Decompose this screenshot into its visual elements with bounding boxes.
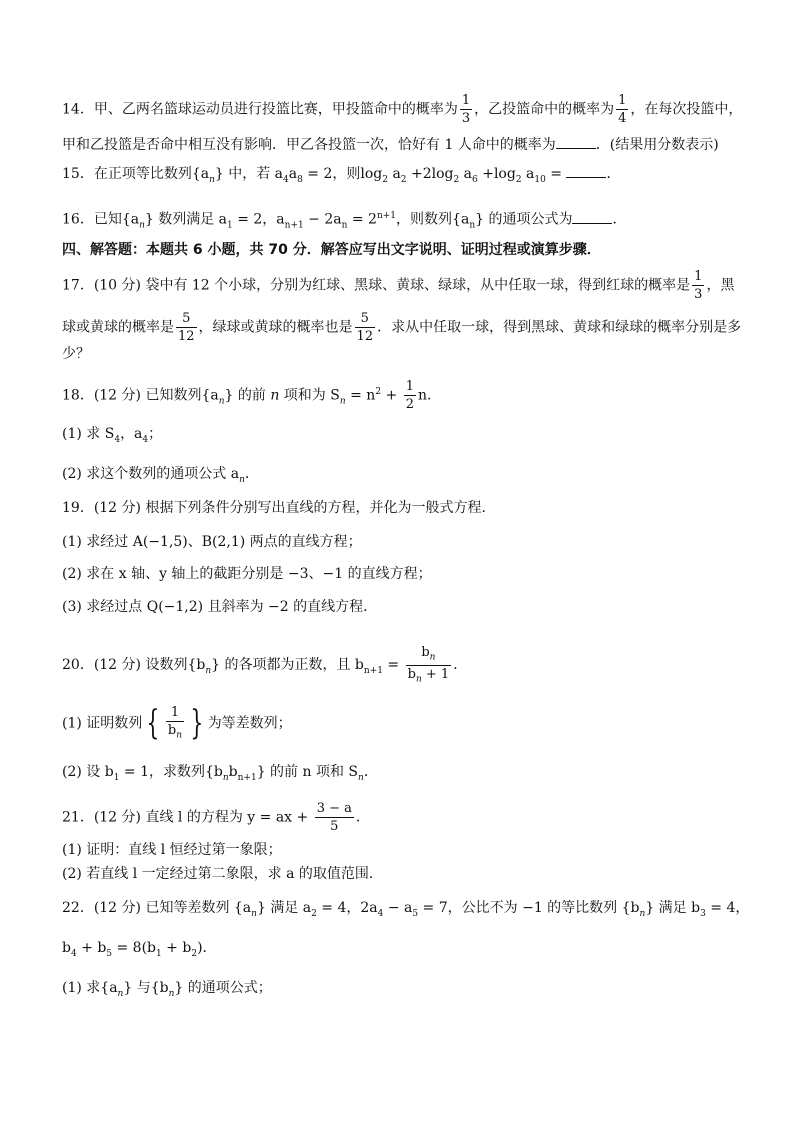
right-brace-icon: }	[190, 703, 204, 744]
q17-fraction-1	[692, 270, 704, 301]
q20-p1-num: 1	[166, 706, 184, 722]
q22-t7: = 4，	[705, 900, 750, 916]
q17-line1	[62, 270, 734, 301]
q20-p1-den-b: b	[167, 723, 177, 738]
q14-line2	[62, 134, 719, 155]
q22-p1-t3: } 的通项公式；	[174, 980, 272, 996]
q22-t2: } 满足 a	[256, 900, 312, 916]
q14-answer-blank[interactable]	[556, 134, 596, 149]
q17-t1: 17．(10 分) 袋中有 12 个小球，分别为红球、黑球、黄球、绿球，从中任取一球，得到红球的概率是	[62, 277, 691, 294]
q14-f2-den: 4	[618, 111, 627, 126]
q17-fraction-3	[355, 312, 376, 343]
q15-t8: +log	[477, 166, 516, 182]
q18-p1-t2: ，a	[120, 426, 143, 442]
q16-line: 16．已知$\{a_n\}$ 数列满足 $a_1 = 2$，$a_{n+1} - 2a_n = 2^{n+1}$，则数列$\{a_n\}$ 的通项公式为 ．	[62, 206, 626, 235]
q19-part3: (3) 求经过点 Q(−1,2) 且斜率为 −2 的直线方程．	[62, 599, 378, 615]
q22-p1-t2: } 与{b	[123, 980, 169, 996]
q19-part1: (1) 求经过 A(−1,5)、B(2,1) 两点的直线方程；	[62, 534, 362, 550]
q20-f-den-plus: + 1	[421, 666, 450, 682]
q18-p1-t3: ；	[148, 426, 163, 442]
q17-f1-num: 1	[694, 269, 703, 284]
q18-part1: (1) 求 $S_4$，$a_4$；	[62, 426, 163, 445]
q20-t3: =	[382, 657, 404, 674]
q14-fraction-1	[460, 94, 472, 125]
q20-p1-t2: 为等差数列；	[207, 715, 292, 732]
left-brace-icon: {	[146, 703, 160, 744]
q17-t4: ，绿球或黄球的概率也是	[198, 319, 353, 336]
q20-p2-t2: = 1，求数列{b	[119, 764, 223, 780]
q19-line1: 19．(12 分) 根据下列条件分别写出直线的方程，并化为一般式方程．	[62, 500, 496, 516]
q18-p2-t2: ．	[244, 466, 259, 482]
q16-t5: = 2	[347, 211, 377, 228]
q20-p1-den: $b_n$	[167, 723, 183, 741]
q16-t8: ．	[612, 211, 627, 228]
q20-f-den-b: b	[407, 666, 416, 682]
q18-line1: 18．(12 分) 已知数列$\{a_n\}$ 的前 n 项和为 $S_n = n^2$ + $\frac{1}{2}$ n．	[62, 379, 441, 412]
q15-line: 15．在正项等比数列$\{a_n\}$ 中，若 $a_4a_8 = 2$，则$\log_2 a_2 +2\log_2$ $a_6 +\log_2$ $a_{10}$ = ．	[62, 163, 620, 190]
q15-t3: a	[288, 166, 298, 182]
q21-line1	[62, 802, 370, 833]
q20-f-den: $b_n + 1$	[407, 666, 450, 685]
q17-fraction-2	[176, 312, 197, 343]
q20-t2: } 的各项都为正数，且 b	[211, 657, 364, 674]
q16-answer-blank[interactable]	[572, 209, 612, 224]
q20-p1-t1: (1) 证明数列	[62, 715, 143, 732]
q21-t1: 21．(12 分) 直线 l 的方程为 y = ax +	[62, 809, 313, 826]
q17-t3: 球或黄球的概率是	[62, 319, 174, 336]
q17-line2	[62, 312, 741, 343]
q22-t4: − a	[383, 900, 413, 916]
q20-part1	[62, 703, 292, 744]
q16-t7: } 的通项公式为	[475, 211, 573, 228]
q17-f3-den: 12	[356, 329, 374, 344]
q22-t1: 22．(12 分) 已知等差数列 {a	[62, 900, 252, 916]
q20-part2: (2) 设 $b_1 = 1$，求数列$\{b_nb_{n+1}\}$ 的前 n 项和 $S_n$．	[62, 764, 378, 783]
q17-line3: 少？	[62, 346, 90, 362]
q18-t6: n．	[417, 387, 441, 404]
q21-f-den: 5	[330, 819, 339, 834]
q16-t2: } 数列满足 a	[144, 211, 228, 228]
q14-f2-num: 1	[618, 93, 627, 108]
q16-t6: ，则数列{a	[396, 211, 470, 228]
q14-line2-text: 甲和乙投篮是否命中相互没有影响．甲乙各投篮一次，恰好有 1 人命中的概率为	[62, 137, 556, 153]
q17-t5: ．求从中任取一球，得到黑球、黄球和绿球的概率分别是多	[377, 319, 742, 336]
q14-text-2: ，乙投篮命中的概率为	[474, 101, 615, 118]
q18-t2: } 的前	[224, 387, 271, 404]
q22-line1: 22．(12 分) 已知等差数列 $\{a_n\}$ 满足 $a_2 = 4$，$2a_4 - a_5 = 7$，公比不为 −1 的等比数列 $\{b_n\}$ 满足 $b_3 = 4$，	[62, 900, 750, 919]
q21-part1: (1) 证明：直线 l 恒经过第一象限；	[62, 842, 282, 858]
q20-p2-t5: ．	[363, 764, 378, 780]
q16-t1: 16．已知{a	[62, 211, 140, 228]
q20-f-num: $b_n$	[406, 646, 452, 666]
q21-fraction	[315, 802, 354, 833]
q15-t9: a	[521, 166, 535, 182]
q18-f-num: 1	[405, 379, 414, 394]
q15-answer-blank[interactable]	[566, 163, 606, 178]
q15-t1: 15．在正项等比数列{a	[62, 166, 210, 182]
q22-l2-t5: )．	[197, 940, 217, 956]
q14-text: 14．甲、乙两名篮球运动员进行投篮比赛，甲投篮命中的概率为	[62, 101, 458, 118]
q22-l2-t1: b	[62, 940, 71, 956]
q14-f1-den: 3	[461, 111, 471, 126]
q18-f-den: 2	[405, 397, 414, 412]
q22-line2: $b_4 + b_5 = 8(b_1 + b_2)$．	[62, 940, 217, 959]
q20-p1-fraction	[166, 706, 184, 741]
q21-f-num: 3 − a	[316, 801, 352, 816]
q14-text-3: ，在每次投篮中，	[630, 101, 743, 118]
q20-f-num-b: b	[421, 645, 430, 660]
q20-p2-t3: b	[228, 764, 238, 780]
q14-fraction-2	[616, 94, 628, 125]
q17-f2-num: 5	[176, 312, 197, 328]
q15-t6: +2log	[406, 166, 454, 182]
q18-p2-t1: (2) 求这个数列的通项公式 a	[62, 466, 240, 482]
q20-fraction	[406, 646, 452, 684]
section-4-heading: 四、解答题：本题共 6 小题，共 70 分．解答应写出文字说明、证明过程或演算步骤．	[62, 242, 601, 258]
q15-t5: a	[388, 166, 401, 182]
q22-t5: = 7，公比不为 −1 的等比数列 {b	[418, 900, 640, 916]
q17-f3-num: 5	[355, 312, 376, 328]
q15-t10: =	[545, 166, 567, 182]
q22-l2-t4: + b	[161, 940, 192, 956]
q18-t5: +	[381, 387, 402, 404]
q22-t3: = 4，2a	[316, 900, 378, 916]
q21-t2: ．	[355, 809, 370, 826]
q15-t11: ．	[606, 166, 621, 182]
q17-t2: ，黑	[706, 277, 735, 294]
q22-l2-t3: = 8(b	[112, 940, 156, 956]
q20-t4: ．	[453, 657, 468, 674]
q22-t6: } 满足 b	[645, 900, 701, 916]
q22-p1-t1: (1) 求{a	[62, 980, 118, 996]
q17-f2-den: 12	[178, 329, 195, 344]
q14-f1-num: 1	[461, 93, 471, 108]
q15-t4: = 2，则log	[302, 166, 383, 182]
q21-part2: (2) 若直线 l 一定经过第二象限，求 a 的取值范围．	[62, 866, 383, 882]
q19-part2: (2) 求在 x 轴、y 轴上的截距分别是 −3、−1 的直线方程；	[62, 566, 432, 582]
q17-f1-den: 3	[694, 287, 703, 302]
q15-t7: a	[459, 166, 473, 182]
q15-t2: } 中，若 a	[214, 166, 284, 182]
q18-part2: (2) 求这个数列的通项公式 $a_n$．	[62, 466, 259, 485]
q20-line1: 20．(12 分) 设数列$\{b_n\}$ 的各项都为正数，且 $b_{n+1}$ = $\frac{b_n}{b_n + 1}$ ．	[62, 645, 468, 685]
q22-part1: (1) 求$\{a_n\}$ 与$\{b_n\}$ 的通项公式；	[62, 980, 272, 999]
q16-t4: − 2a	[303, 211, 342, 228]
q20-p2-t4: } 的前 n 项和 S	[256, 764, 359, 780]
q20-t1: 20．(12 分) 设数列{b	[62, 657, 206, 674]
q18-p1-t1: (1) 求 S	[62, 426, 115, 442]
q18-t1: 18．(12 分) 已知数列{a	[62, 387, 219, 404]
q18-fraction	[404, 380, 416, 411]
q20-p2-t1: (2) 设 b	[62, 764, 114, 780]
q14-line2-tail: ．(结果用分数表示)	[595, 137, 719, 153]
q14-line1	[62, 94, 742, 125]
q18-t4: = n	[345, 387, 376, 404]
q18-t3: 项和为 S	[279, 387, 340, 404]
q22-l2-t2: + b	[76, 940, 107, 956]
q16-t3: = 2，a	[232, 211, 285, 228]
